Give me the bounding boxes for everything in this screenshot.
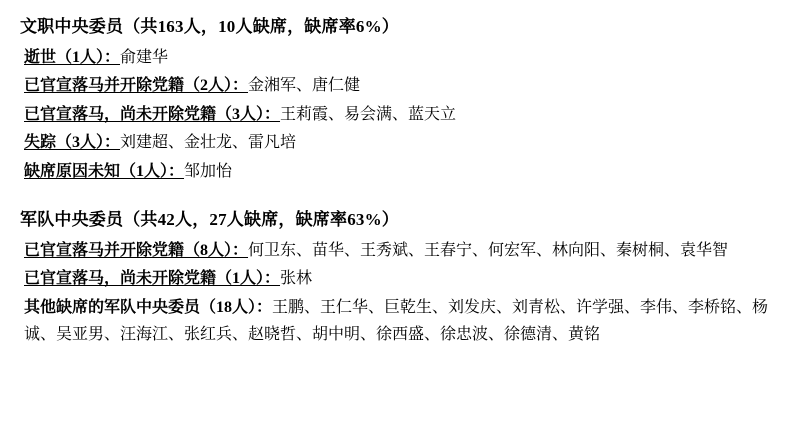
entry-label: 已官宣落马，尚未开除党籍（1人）： [24,270,281,288]
list-item [20,129,782,157]
entry-label: 缺席原因未知（1人）： [24,162,185,180]
list-item [20,265,782,293]
entry-label: 其他缺席的军队中央委员（18人）： [24,298,273,316]
entry-names: 俞建华 [120,48,169,66]
entry-label: 逝世（1人）： [24,48,121,66]
entry-names: 王鹏、王仁华、巨乾生、刘发庆、刘青松、许学强、李伟、李桥铭、杨诚、吴亚男、汪海江、张红兵、赵晓哲、胡中明、徐西盛、徐忠波、徐德清、黄铭 [24,298,769,344]
entry-names: 何卫东、苗华、王秀斌、王春宁、何宏军、林向阳、秦树桐、袁华智 [248,241,729,259]
section-title: 军队中央委员（共42人，27人缺席，缺席率63%） [20,210,399,230]
list-item [20,101,782,129]
entry-label: 已官宣落马，尚未开除党籍（3人）： [24,105,281,123]
section-civilian-central-committee [20,14,782,185]
entry-names: 金湘军、唐仁健 [248,77,361,95]
list-item [20,294,782,349]
entry-names: 刘建超、金壮龙、雷凡培 [120,134,297,152]
entry-label: 已官宣落马并开除党籍（2人）： [24,77,249,95]
list-item [20,237,782,265]
entry-names: 张林 [280,270,313,288]
section-title: 文职中央委员（共163人，10人缺席，缺席率6%） [20,17,399,36]
section-military-central-committee [20,207,782,349]
list-item [20,158,782,186]
list-item [20,72,782,100]
entry-names: 邹加怡 [184,162,233,180]
list-item [20,44,782,72]
entry-label: 已官宣落马并开除党籍（8人）： [24,241,249,259]
entry-names: 王莉霞、易会满、蓝天立 [280,105,457,123]
entry-label: 失踪（3人）： [24,134,121,152]
